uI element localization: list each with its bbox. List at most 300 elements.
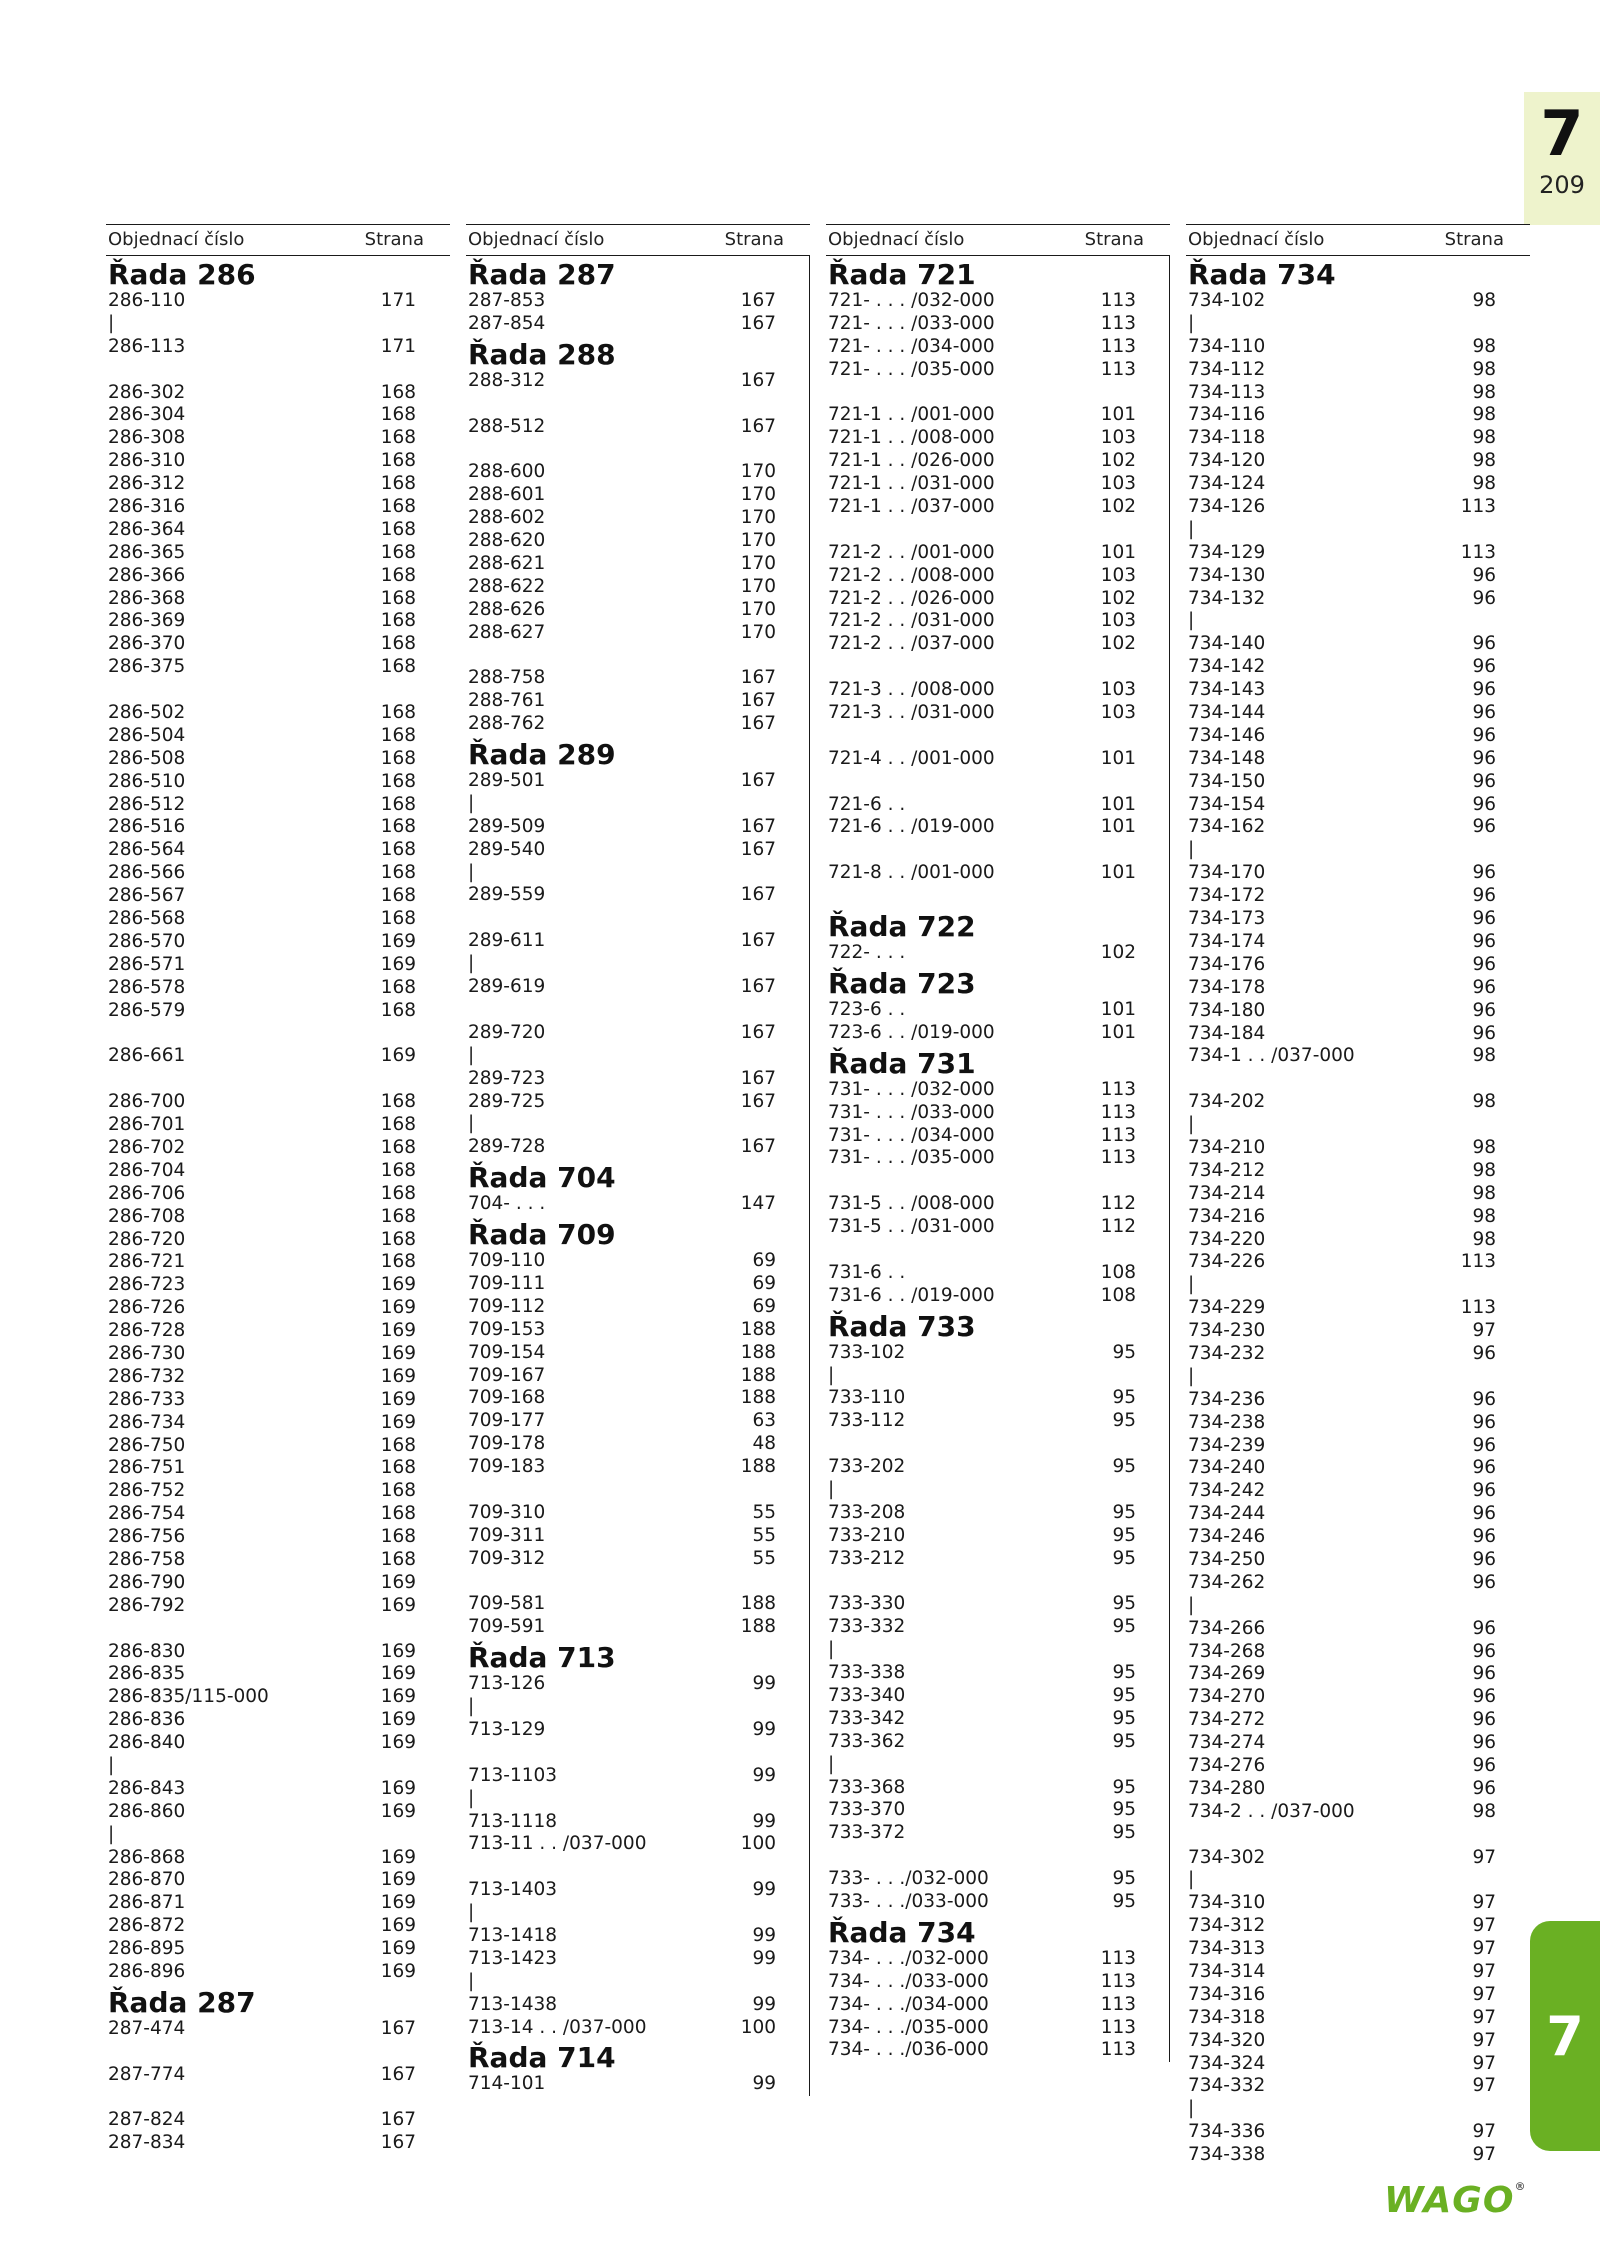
index-row [106,1183,450,1206]
page-reference[interactable]: 103 [1100,473,1136,495]
page-reference[interactable]: 169 [380,930,416,952]
index-row [1186,2053,1530,2076]
page-reference[interactable]: 168 [380,1205,416,1227]
page-reference[interactable]: 168 [380,1503,416,1525]
page-reference[interactable]: 188 [740,1456,776,1478]
page-reference[interactable]: 113 [1100,1101,1136,1123]
page-reference[interactable]: 98 [1472,1800,1496,1822]
page-reference[interactable]: 168 [380,1434,416,1456]
page-reference[interactable]: 168 [380,724,416,746]
page-reference[interactable]: 96 [1472,816,1496,838]
page-reference[interactable]: 188 [740,1341,776,1363]
page-reference[interactable]: 167 [740,770,776,792]
page-reference[interactable]: 112 [1100,1193,1136,1215]
page-reference[interactable]: 95 [1112,1776,1136,1798]
page-reference[interactable]: 170 [740,575,776,597]
order-number: 734-338 [1188,2144,1266,2166]
page-reference[interactable]: 101 [1100,816,1136,838]
page-reference[interactable]: 168 [380,633,416,655]
page-reference[interactable]: 113 [1100,1147,1136,1169]
page-reference[interactable]: 113 [1460,1297,1496,1319]
page-reference[interactable]: 113 [1100,1947,1136,1969]
page-reference[interactable]: 168 [380,793,416,815]
page-reference[interactable]: 188 [740,1318,776,1340]
page-reference[interactable]: 167 [740,815,776,837]
index-row [826,1342,1169,1365]
page-reference[interactable]: 96 [1472,564,1496,586]
page-reference[interactable]: 168 [380,908,416,930]
page-reference[interactable]: 113 [1100,2016,1136,2038]
page-reference[interactable]: 96 [1472,633,1496,655]
page-reference[interactable]: 96 [1472,1777,1496,1799]
page-reference[interactable]: 97 [1472,1846,1496,1868]
page-reference[interactable]: 99 [752,1947,776,1969]
page-reference[interactable]: 102 [1100,942,1136,964]
index-row [1186,404,1530,427]
order-number: 709-167 [468,1364,546,1386]
page-reference[interactable]: 97 [1472,1961,1496,1983]
page-reference[interactable]: 169 [380,1732,416,1754]
page-reference[interactable]: 97 [1472,2075,1496,2097]
page-reference[interactable]: 95 [1112,1822,1136,1844]
index-row [106,839,450,862]
page-reference[interactable]: 48 [752,1433,776,1455]
order-number: 733-208 [828,1501,906,1523]
page-reference[interactable]: 168 [380,976,416,998]
page-reference[interactable]: 168 [380,381,416,403]
page-reference[interactable]: 169 [380,1571,416,1593]
order-number: 734-316 [1188,1983,1266,2005]
page-reference[interactable]: 98 [1472,427,1496,449]
page-reference[interactable]: 98 [1472,1228,1496,1250]
page-reference[interactable]: 98 [1472,290,1496,311]
page-reference[interactable]: 167 [740,976,776,998]
page-reference[interactable]: 169 [380,1686,416,1708]
page-reference[interactable]: 167 [740,690,776,712]
index-row [826,1548,1169,1571]
page-reference[interactable]: 96 [1472,793,1496,815]
page-reference[interactable]: 95 [1112,1662,1136,1684]
page-reference[interactable]: 101 [1100,404,1136,426]
page-reference[interactable]: 98 [1472,358,1496,380]
page-reference[interactable]: 95 [1112,1501,1136,1523]
page-reference[interactable]: 169 [380,1594,416,1616]
page-reference[interactable]: 97 [1472,1892,1496,1914]
page-reference[interactable]: 168 [380,770,416,792]
page-reference[interactable]: 167 [740,884,776,906]
spacer-row [826,519,1169,542]
page-reference[interactable]: 169 [380,1846,416,1868]
order-number: 286-870 [108,1869,186,1891]
page-reference[interactable]: 69 [752,1295,776,1317]
page-reference[interactable]: 167 [740,312,776,334]
page-reference[interactable]: 96 [1472,656,1496,678]
page-reference[interactable]: 168 [380,656,416,678]
page-reference[interactable]: 96 [1472,1686,1496,1708]
page-reference[interactable]: 113 [1100,290,1136,311]
index-row [466,1456,809,1479]
page-reference[interactable]: 168 [380,862,416,884]
page-reference[interactable]: 99 [752,1718,776,1740]
page-reference[interactable]: 169 [380,1663,416,1685]
index-row [1186,702,1530,725]
index-row [826,1994,1169,2017]
order-number: 288-758 [468,667,546,689]
page-reference[interactable]: 167 [380,2017,416,2039]
page-reference[interactable]: 169 [380,1777,416,1799]
page-reference[interactable]: 169 [380,1869,416,1891]
index-row [826,1365,1169,1388]
index-row [466,953,809,976]
page-reference[interactable]: 96 [1472,953,1496,975]
page-reference[interactable]: 98 [1472,1159,1496,1181]
page-reference[interactable]: 102 [1100,633,1136,655]
page-reference[interactable]: 95 [1112,1341,1136,1363]
page-reference[interactable]: 168 [380,1159,416,1181]
page-reference[interactable]: 188 [740,1616,776,1638]
index-row [106,496,450,519]
page-reference[interactable]: 102 [1100,450,1136,472]
page-reference[interactable]: 167 [380,2132,416,2154]
page-reference[interactable]: 95 [1112,1684,1136,1706]
page-reference[interactable]: 169 [380,1320,416,1342]
order-number: 286-570 [108,930,186,952]
page-reference[interactable]: 95 [1112,1799,1136,1821]
page-reference[interactable]: 169 [380,1915,416,1937]
page-reference[interactable]: 167 [740,1090,776,1112]
page-reference[interactable]: 103 [1100,427,1136,449]
page-reference[interactable]: 113 [1100,1124,1136,1146]
index-row [826,427,1169,450]
page-reference[interactable]: 113 [1100,312,1136,334]
page-reference[interactable]: 167 [380,2063,416,2085]
page-reference[interactable]: 113 [1460,541,1496,563]
page-reference[interactable]: 97 [1472,2052,1496,2074]
index-row [826,610,1169,633]
page-reference[interactable]: 97 [1472,1938,1496,1960]
series-heading: Řada 722 [828,910,976,944]
page-reference[interactable]: 113 [1460,1251,1496,1273]
page-reference[interactable]: 101 [1100,862,1136,884]
page-reference[interactable]: 95 [1112,1616,1136,1638]
page-reference[interactable]: 113 [1100,1078,1136,1100]
page-reference[interactable]: 168 [380,518,416,540]
page-reference[interactable]: 99 [752,1673,776,1695]
page-reference[interactable]: 169 [380,1709,416,1731]
page-reference[interactable]: 168 [380,496,416,518]
page-reference[interactable]: 168 [380,610,416,632]
page-reference[interactable]: 99 [752,1764,776,1786]
page-reference[interactable]: 167 [740,713,776,735]
page-reference[interactable]: 97 [1472,1915,1496,1937]
page-reference[interactable]: 96 [1472,1640,1496,1662]
page-reference[interactable]: 96 [1472,1755,1496,1776]
page-reference[interactable]: 108 [1100,1284,1136,1306]
page-reference[interactable]: 96 [1472,1434,1496,1456]
order-number: 731- . . . /032-000 [828,1078,995,1100]
page-reference[interactable]: 101 [1100,1021,1136,1043]
page-reference[interactable]: 96 [1472,885,1496,907]
page-reference[interactable]: 101 [1100,541,1136,563]
order-number: | [108,1823,115,1845]
page-reference[interactable]: 99 [752,2073,776,2095]
page-reference[interactable]: 69 [752,1272,776,1294]
page-reference[interactable]: 167 [740,1136,776,1158]
page-reference[interactable]: 113 [1100,1970,1136,1992]
page-reference[interactable]: 100 [740,1833,776,1855]
page-reference[interactable]: 170 [740,461,776,483]
page-reference[interactable]: 170 [740,621,776,643]
page-reference[interactable]: 169 [380,1297,416,1319]
page-reference[interactable]: 96 [1472,862,1496,884]
page-reference[interactable]: 101 [1100,747,1136,769]
page-reference[interactable]: 95 [1112,1410,1136,1432]
page-reference[interactable]: 95 [1112,1547,1136,1569]
page-reference[interactable]: 112 [1100,1216,1136,1238]
page-reference[interactable]: 95 [1112,1730,1136,1752]
page-reference[interactable]: 96 [1472,1709,1496,1731]
page-reference[interactable]: 113 [1100,1993,1136,2015]
page-reference[interactable]: 96 [1472,1022,1496,1044]
page-reference[interactable]: 171 [380,335,416,357]
page-reference[interactable]: 169 [380,1411,416,1433]
page-reference[interactable]: 170 [740,598,776,620]
page-reference[interactable]: 167 [740,1067,776,1089]
page-reference[interactable]: 99 [752,1993,776,2015]
page-reference[interactable]: 103 [1100,610,1136,632]
page-reference[interactable]: 102 [1100,587,1136,609]
spacer-row [826,771,1169,794]
index-row [466,1273,809,1296]
index-row [466,1548,809,1571]
page-reference[interactable]: 168 [380,587,416,609]
page-reference[interactable]: 98 [1472,404,1496,426]
page-reference[interactable]: 96 [1472,1526,1496,1548]
page-reference[interactable]: 98 [1472,1045,1496,1067]
page-reference[interactable]: 97 [1472,2121,1496,2143]
page-reference[interactable]: 168 [380,404,416,426]
page-reference[interactable]: 167 [740,667,776,689]
page-reference[interactable]: 103 [1100,702,1136,724]
page-reference[interactable]: 171 [380,290,416,311]
page-reference[interactable]: 168 [380,1526,416,1548]
page-reference[interactable]: 113 [1100,335,1136,357]
page-reference[interactable]: 170 [740,530,776,552]
page-reference[interactable]: 168 [380,702,416,724]
index-row [1186,1801,1530,1824]
page-reference[interactable]: 63 [752,1410,776,1432]
page-reference[interactable]: 169 [380,1938,416,1960]
page-reference[interactable]: 96 [1472,999,1496,1021]
page-reference[interactable]: 95 [1112,1387,1136,1409]
page-reference[interactable]: 169 [380,1800,416,1822]
order-number: 721-6 . . /019-000 [828,816,995,838]
page-reference[interactable]: 168 [380,473,416,495]
index-row [1186,1045,1530,1068]
page-reference[interactable]: 167 [740,930,776,952]
page-reference[interactable]: 167 [740,415,776,437]
series-heading: Řada 733 [828,1309,976,1343]
page-reference[interactable]: 96 [1472,1411,1496,1433]
page-reference[interactable]: 96 [1472,930,1496,952]
index-row [1186,679,1530,702]
order-number: | [468,1787,475,1809]
page-reference[interactable]: 100 [740,2016,776,2038]
page-reference[interactable]: 95 [1112,1891,1136,1912]
page-reference[interactable]: 96 [1472,1732,1496,1754]
page-reference[interactable]: 113 [1460,496,1496,518]
page-reference[interactable]: 99 [752,1879,776,1901]
page-reference[interactable]: 96 [1472,1342,1496,1364]
page-reference[interactable]: 95 [1112,1593,1136,1615]
page-reference[interactable]: 98 [1472,335,1496,357]
page-reference[interactable]: 98 [1472,381,1496,403]
order-number: | [1188,1114,1195,1136]
order-number: 286-364 [108,518,186,540]
page-reference[interactable]: 96 [1472,679,1496,701]
page-reference[interactable]: 99 [752,1925,776,1946]
page-reference[interactable]: 113 [1100,2039,1136,2061]
page-reference[interactable]: 168 [380,747,416,769]
page-reference[interactable]: 169 [380,1961,416,1983]
page-reference[interactable]: 96 [1472,1480,1496,1502]
page-reference[interactable]: 169 [380,1892,416,1914]
page-reference[interactable]: 168 [380,1228,416,1250]
order-number: 713-126 [468,1673,546,1695]
page-reference[interactable]: 170 [740,552,776,574]
page-reference[interactable]: 168 [380,999,416,1021]
page-reference[interactable]: 98 [1472,1205,1496,1227]
page-reference[interactable]: 96 [1472,702,1496,724]
index-row [1186,1206,1530,1229]
order-number: 734-244 [1188,1503,1266,1525]
page-reference[interactable]: 97 [1472,1320,1496,1342]
page-reference[interactable]: 55 [752,1501,776,1523]
page-reference[interactable]: 188 [740,1593,776,1615]
page-reference[interactable]: 69 [752,1250,776,1272]
page-reference[interactable]: 99 [752,1810,776,1832]
page-reference[interactable]: 169 [380,953,416,975]
index-row [466,1879,809,1902]
page-reference[interactable]: 168 [380,839,416,861]
page-reference[interactable]: 168 [380,1480,416,1502]
page-reference[interactable]: 96 [1472,908,1496,930]
page-reference[interactable]: 103 [1100,679,1136,701]
index-row [106,427,450,450]
page-reference[interactable]: 96 [1472,1457,1496,1479]
page-reference[interactable]: 168 [380,1136,416,1158]
page-reference[interactable]: 168 [380,541,416,563]
page-reference[interactable]: 98 [1472,1136,1496,1158]
page-reference[interactable]: 167 [740,290,776,311]
page-reference[interactable]: 169 [380,1342,416,1364]
page-reference[interactable]: 168 [380,1182,416,1204]
page-reference[interactable]: 95 [1112,1868,1136,1890]
page-reference[interactable]: 97 [1472,1983,1496,2005]
page-reference[interactable]: 98 [1472,1182,1496,1204]
page-reference[interactable]: 169 [380,1045,416,1067]
page-reference[interactable]: 168 [380,427,416,449]
page-reference[interactable]: 169 [380,1274,416,1296]
order-number: 734-276 [1188,1755,1266,1776]
page-reference[interactable]: 168 [380,1114,416,1136]
side-chapter-tab[interactable] [1530,1921,1600,2151]
order-number: 734-212 [1188,1159,1266,1181]
index-row [826,1216,1169,1239]
page-reference[interactable]: 168 [380,450,416,472]
page-reference[interactable]: 101 [1100,998,1136,1020]
page-reference[interactable]: 96 [1472,747,1496,769]
page-reference[interactable]: 168 [380,564,416,586]
page-reference[interactable]: 95 [1112,1456,1136,1478]
page-reference[interactable]: 55 [752,1524,776,1546]
page-reference[interactable]: 97 [1472,2144,1496,2166]
order-number: 286-835/115-000 [108,1686,269,1708]
index-row [466,930,809,953]
page-reference[interactable]: 96 [1472,1571,1496,1593]
order-number: | [828,1478,835,1500]
page-reference[interactable]: 168 [380,1548,416,1570]
page-reference[interactable]: 96 [1472,1617,1496,1639]
page-reference[interactable]: 95 [1112,1707,1136,1729]
page-reference[interactable]: 188 [740,1364,776,1386]
page-reference[interactable]: 168 [380,1091,416,1113]
page-reference[interactable]: 188 [740,1387,776,1409]
page-reference[interactable]: 167 [740,369,776,391]
page-reference[interactable]: 170 [740,507,776,529]
page-reference[interactable]: 168 [380,1457,416,1479]
page-reference[interactable]: 96 [1472,724,1496,746]
page-reference[interactable]: 169 [380,1365,416,1387]
page-reference[interactable]: 96 [1472,1503,1496,1525]
page-reference[interactable]: 113 [1100,358,1136,380]
page-reference[interactable]: 97 [1472,2029,1496,2051]
page-reference[interactable]: 101 [1100,793,1136,815]
index-row [466,839,809,862]
order-number: 731-5 . . /008-000 [828,1193,995,1215]
page-reference[interactable]: 96 [1472,770,1496,792]
page-reference[interactable]: 96 [1472,587,1496,609]
page-reference[interactable]: 102 [1100,496,1136,518]
page-reference[interactable]: 98 [1472,1091,1496,1113]
order-number: 733-338 [828,1662,906,1684]
page-reference[interactable]: 96 [1472,1663,1496,1685]
page-reference[interactable]: 167 [740,838,776,860]
order-number: 286-732 [108,1365,186,1387]
page-reference[interactable]: 97 [1472,2006,1496,2028]
order-number: 286-510 [108,770,186,792]
page-reference[interactable]: 168 [380,885,416,907]
page-reference[interactable]: 167 [740,1021,776,1043]
page-reference[interactable]: 108 [1100,1261,1136,1283]
page-reference[interactable]: 169 [380,1388,416,1410]
page-reference[interactable]: 96 [1472,976,1496,998]
page-reference[interactable]: 147 [740,1193,776,1215]
page-reference[interactable]: 95 [1112,1524,1136,1546]
page-reference[interactable]: 169 [380,1640,416,1662]
page-reference[interactable]: 170 [740,484,776,506]
page-reference[interactable]: 103 [1100,564,1136,586]
page-reference[interactable]: 168 [380,816,416,838]
page-reference[interactable]: 168 [380,1251,416,1273]
page-reference[interactable]: 167 [380,2109,416,2131]
page-reference[interactable]: 98 [1472,473,1496,495]
page-reference[interactable]: 96 [1472,1548,1496,1570]
index-row [466,1250,809,1273]
page-reference[interactable]: 55 [752,1547,776,1569]
page-reference[interactable]: 96 [1472,1388,1496,1410]
page-reference[interactable]: 98 [1472,450,1496,472]
